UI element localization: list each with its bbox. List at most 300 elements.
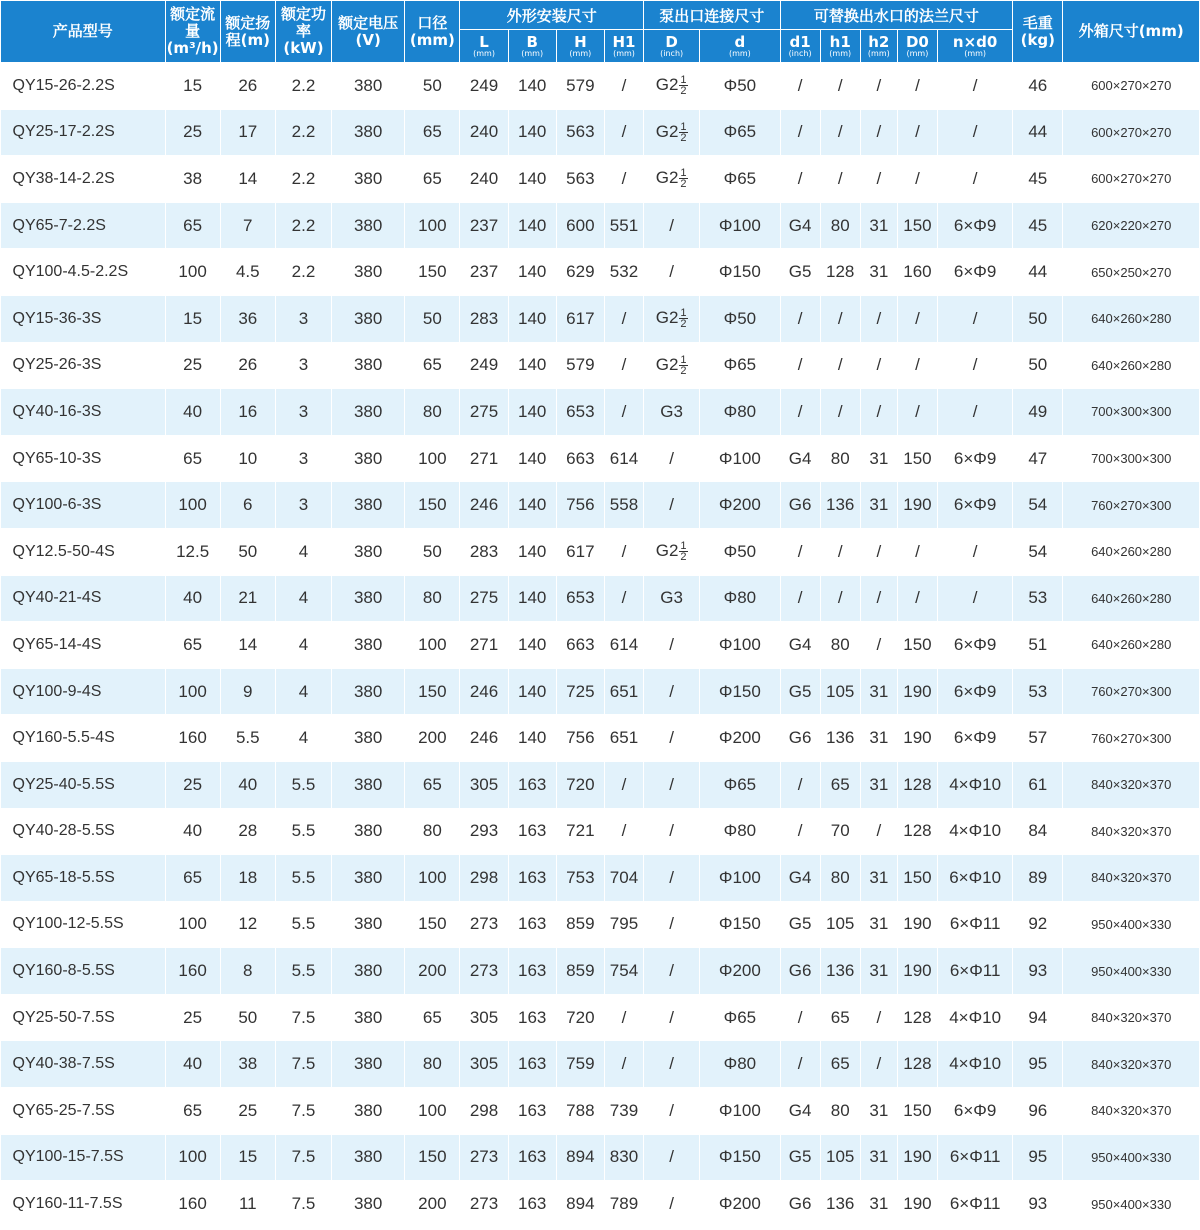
- cell-h2: 31: [860, 249, 897, 296]
- cell-box: 760×270×300: [1063, 668, 1200, 715]
- cell-H: 753: [556, 855, 604, 902]
- cell-weight: 50: [1013, 295, 1063, 342]
- header-D0: [897, 30, 937, 63]
- cell-box: 700×300×300: [1063, 389, 1200, 436]
- thread-fraction: [679, 308, 687, 329]
- cell-d: Φ65: [700, 342, 780, 389]
- cell-h1: 80: [820, 435, 860, 482]
- cell-D: /: [644, 249, 700, 296]
- cell-d: Φ100: [700, 855, 780, 902]
- table-row: [1, 1134, 1200, 1181]
- cell-B: 163: [508, 808, 556, 855]
- cell-h1: 136: [820, 948, 860, 995]
- cell-model: QY65-25-7.5S: [1, 1088, 166, 1135]
- header-L: [460, 30, 508, 63]
- cell-H: 563: [556, 156, 604, 203]
- cell-model: QY160-5.5-4S: [1, 715, 166, 762]
- cell-D0: 128: [897, 1041, 937, 1088]
- cell-H: 720: [556, 761, 604, 808]
- cell-L: 305: [460, 994, 508, 1041]
- cell-L: 249: [460, 63, 508, 110]
- cell-H1: /: [604, 808, 643, 855]
- cell-weight: 45: [1013, 202, 1063, 249]
- cell-D0: 150: [897, 622, 937, 669]
- header-H-unit: (mm): [569, 48, 592, 58]
- cell-B: 163: [508, 948, 556, 995]
- cell-voltage: 380: [332, 1088, 405, 1135]
- cell-d1: /: [780, 994, 820, 1041]
- cell-caliber: 80: [405, 389, 460, 436]
- cell-B: 163: [508, 901, 556, 948]
- cell-power: 5.5: [275, 761, 331, 808]
- cell-d: Φ200: [700, 948, 780, 995]
- cell-D: /: [644, 901, 700, 948]
- cell-power: 7.5: [275, 1088, 331, 1135]
- cell-head: 11: [220, 1181, 275, 1228]
- cell-caliber: 150: [405, 249, 460, 296]
- cell-voltage: 380: [332, 901, 405, 948]
- cell-caliber: 150: [405, 668, 460, 715]
- cell-nd0: 6×Φ9: [938, 1088, 1013, 1135]
- cell-d: Φ100: [700, 202, 780, 249]
- cell-L: 240: [460, 109, 508, 156]
- header-B-label: B: [526, 32, 538, 51]
- cell-h2: 31: [860, 202, 897, 249]
- header-D-unit: (inch): [660, 48, 684, 58]
- cell-B: 140: [508, 389, 556, 436]
- cell-D: /: [644, 668, 700, 715]
- cell-voltage: 380: [332, 202, 405, 249]
- cell-D0: 190: [897, 668, 937, 715]
- cell-d1: /: [780, 342, 820, 389]
- cell-H1: 754: [604, 948, 643, 995]
- cell-nd0: 6×Φ9: [938, 202, 1013, 249]
- cell-weight: 95: [1013, 1134, 1063, 1181]
- thread-fraction: [679, 122, 687, 143]
- cell-power: 3: [275, 342, 331, 389]
- cell-H1: 789: [604, 1181, 643, 1228]
- cell-D: [644, 295, 700, 342]
- cell-H1: /: [604, 63, 643, 110]
- cell-D0: /: [897, 63, 937, 110]
- cell-head: 9: [220, 668, 275, 715]
- cell-power: 7.5: [275, 1181, 331, 1228]
- fraction-denominator: 2: [680, 364, 687, 377]
- cell-d1: /: [780, 156, 820, 203]
- thread-fraction: [679, 355, 687, 376]
- cell-caliber: 50: [405, 528, 460, 575]
- cell-caliber: 100: [405, 1088, 460, 1135]
- cell-h2: 31: [860, 1134, 897, 1181]
- fraction-numerator: 1: [680, 74, 687, 87]
- cell-H1: 558: [604, 482, 643, 529]
- cell-D: /: [644, 1088, 700, 1135]
- header-B-unit: (mm): [521, 48, 544, 58]
- cell-model: QY65-14-4S: [1, 622, 166, 669]
- cell-D: /: [644, 761, 700, 808]
- cell-box: 640×260×280: [1063, 622, 1200, 669]
- cell-h1: /: [820, 575, 860, 622]
- cell-model: QY100-15-7.5S: [1, 1134, 166, 1181]
- cell-L: 275: [460, 389, 508, 436]
- cell-box: 950×400×330: [1063, 1181, 1200, 1228]
- header-power: 额定功率(kW): [275, 1, 331, 63]
- header-B: [508, 30, 556, 63]
- cell-D0: 160: [897, 249, 937, 296]
- cell-h2: 31: [860, 901, 897, 948]
- cell-D: [644, 63, 700, 110]
- cell-weight: 54: [1013, 528, 1063, 575]
- cell-H1: 830: [604, 1134, 643, 1181]
- cell-D: /: [644, 855, 700, 902]
- cell-box: 840×320×370: [1063, 855, 1200, 902]
- cell-voltage: 380: [332, 808, 405, 855]
- cell-caliber: 200: [405, 1181, 460, 1228]
- cell-voltage: 380: [332, 109, 405, 156]
- cell-H: 600: [556, 202, 604, 249]
- cell-B: 140: [508, 202, 556, 249]
- cell-nd0: /: [938, 109, 1013, 156]
- cell-head: 4.5: [220, 249, 275, 296]
- cell-head: 16: [220, 389, 275, 436]
- cell-D0: /: [897, 389, 937, 436]
- cell-box: 950×400×330: [1063, 1134, 1200, 1181]
- cell-model: QY100-9-4S: [1, 668, 166, 715]
- cell-voltage: 380: [332, 63, 405, 110]
- cell-L: 249: [460, 342, 508, 389]
- cell-d: Φ150: [700, 1134, 780, 1181]
- cell-B: 140: [508, 156, 556, 203]
- cell-B: 140: [508, 715, 556, 762]
- header-outlet-group: 泵出口连接尺寸: [644, 1, 780, 30]
- cell-L: 273: [460, 901, 508, 948]
- cell-flow: 15: [165, 63, 220, 110]
- cell-box: 840×320×370: [1063, 808, 1200, 855]
- header-flange-group: 可替换出水口的法兰尺寸: [780, 1, 1013, 30]
- cell-L: 283: [460, 295, 508, 342]
- cell-h1: /: [820, 156, 860, 203]
- cell-flow: 160: [165, 715, 220, 762]
- cell-H: 721: [556, 808, 604, 855]
- cell-weight: 61: [1013, 761, 1063, 808]
- cell-B: 140: [508, 109, 556, 156]
- cell-D: /: [644, 994, 700, 1041]
- cell-h2: 31: [860, 435, 897, 482]
- cell-head: 25: [220, 1088, 275, 1135]
- cell-D: [644, 109, 700, 156]
- cell-D: [644, 156, 700, 203]
- cell-box: 640×260×280: [1063, 575, 1200, 622]
- cell-caliber: 65: [405, 994, 460, 1041]
- header-D: [644, 30, 700, 63]
- cell-H1: 651: [604, 715, 643, 762]
- cell-caliber: 80: [405, 575, 460, 622]
- cell-weight: 53: [1013, 575, 1063, 622]
- table-row: [1, 1181, 1200, 1228]
- cell-model: QY15-36-3S: [1, 295, 166, 342]
- cell-H1: 532: [604, 249, 643, 296]
- cell-D0: 190: [897, 715, 937, 762]
- cell-weight: 95: [1013, 1041, 1063, 1088]
- cell-model: QY40-28-5.5S: [1, 808, 166, 855]
- cell-nd0: 6×Φ11: [938, 901, 1013, 948]
- cell-flow: 12.5: [165, 528, 220, 575]
- header-d-label: d: [734, 32, 746, 51]
- header-nd0-label: n×d0: [952, 32, 998, 51]
- header-d1: [780, 30, 820, 63]
- cell-voltage: 380: [332, 948, 405, 995]
- cell-B: 163: [508, 994, 556, 1041]
- cell-L: 298: [460, 1088, 508, 1135]
- cell-D: /: [644, 622, 700, 669]
- cell-weight: 89: [1013, 855, 1063, 902]
- cell-power: 2.2: [275, 202, 331, 249]
- cell-H1: 651: [604, 668, 643, 715]
- cell-H: 859: [556, 948, 604, 995]
- cell-h1: 80: [820, 855, 860, 902]
- cell-h2: /: [860, 1041, 897, 1088]
- cell-model: QY100-12-5.5S: [1, 901, 166, 948]
- outlet-thread-size: G2: [655, 354, 679, 374]
- cell-box: 600×270×270: [1063, 156, 1200, 203]
- cell-d1: /: [780, 575, 820, 622]
- cell-power: 2.2: [275, 156, 331, 203]
- cell-H1: /: [604, 575, 643, 622]
- cell-h1: 65: [820, 1041, 860, 1088]
- cell-voltage: 380: [332, 435, 405, 482]
- cell-h1: /: [820, 109, 860, 156]
- header-h1-unit: (mm): [829, 48, 852, 58]
- cell-H: 653: [556, 389, 604, 436]
- header-d: [700, 30, 780, 63]
- cell-caliber: 200: [405, 948, 460, 995]
- cell-caliber: 150: [405, 482, 460, 529]
- cell-B: 140: [508, 435, 556, 482]
- cell-H: 720: [556, 994, 604, 1041]
- cell-h2: /: [860, 622, 897, 669]
- cell-H: 629: [556, 249, 604, 296]
- cell-box: 840×320×370: [1063, 1041, 1200, 1088]
- cell-flow: 100: [165, 668, 220, 715]
- cell-h2: 31: [860, 948, 897, 995]
- cell-H1: /: [604, 994, 643, 1041]
- cell-h2: /: [860, 109, 897, 156]
- cell-d: Φ200: [700, 1181, 780, 1228]
- cell-head: 17: [220, 109, 275, 156]
- cell-h1: 136: [820, 715, 860, 762]
- cell-d1: G4: [780, 622, 820, 669]
- cell-h2: /: [860, 63, 897, 110]
- cell-h1: 136: [820, 482, 860, 529]
- header-caliber: 口径(mm): [405, 1, 460, 63]
- table-row: [1, 622, 1200, 669]
- cell-weight: 44: [1013, 109, 1063, 156]
- cell-model: QY40-38-7.5S: [1, 1041, 166, 1088]
- cell-model: QY100-4.5-2.2S: [1, 249, 166, 296]
- cell-D: /: [644, 948, 700, 995]
- cell-power: 3: [275, 295, 331, 342]
- cell-power: 3: [275, 435, 331, 482]
- header-L-label: L: [479, 32, 489, 51]
- cell-d: Φ100: [700, 1088, 780, 1135]
- cell-nd0: 4×Φ10: [938, 994, 1013, 1041]
- cell-B: 140: [508, 622, 556, 669]
- cell-D0: 190: [897, 482, 937, 529]
- fraction-denominator: 2: [680, 318, 687, 331]
- cell-B: 140: [508, 63, 556, 110]
- cell-flow: 100: [165, 249, 220, 296]
- cell-weight: 44: [1013, 249, 1063, 296]
- cell-D0: /: [897, 109, 937, 156]
- table-body: [1, 63, 1200, 1228]
- cell-L: 305: [460, 761, 508, 808]
- cell-d1: G4: [780, 435, 820, 482]
- fraction-numerator: 1: [680, 120, 687, 133]
- cell-caliber: 50: [405, 295, 460, 342]
- cell-B: 140: [508, 575, 556, 622]
- header-d1-label: d1: [789, 32, 811, 51]
- header-H1-label: H1: [612, 32, 636, 51]
- table-row: [1, 482, 1200, 529]
- cell-model: QY160-11-7.5S: [1, 1181, 166, 1228]
- cell-model: QY100-6-3S: [1, 482, 166, 529]
- header-model: 产品型号: [1, 1, 166, 63]
- cell-d: Φ150: [700, 249, 780, 296]
- cell-head: 28: [220, 808, 275, 855]
- cell-D: /: [644, 1041, 700, 1088]
- cell-H: 579: [556, 63, 604, 110]
- cell-H1: /: [604, 1041, 643, 1088]
- cell-nd0: 6×Φ9: [938, 435, 1013, 482]
- cell-head: 5.5: [220, 715, 275, 762]
- cell-H1: /: [604, 156, 643, 203]
- cell-box: 600×270×270: [1063, 63, 1200, 110]
- cell-nd0: 6×Φ10: [938, 855, 1013, 902]
- header-nd0: [938, 30, 1013, 63]
- header-H-label: H: [574, 32, 587, 51]
- fraction-denominator: 2: [680, 178, 687, 191]
- cell-weight: 49: [1013, 389, 1063, 436]
- cell-nd0: 6×Φ11: [938, 948, 1013, 995]
- cell-caliber: 100: [405, 622, 460, 669]
- cell-h1: 136: [820, 1181, 860, 1228]
- cell-voltage: 380: [332, 295, 405, 342]
- table-row: [1, 435, 1200, 482]
- cell-flow: 25: [165, 994, 220, 1041]
- cell-caliber: 150: [405, 901, 460, 948]
- cell-box: 600×270×270: [1063, 109, 1200, 156]
- cell-H1: /: [604, 295, 643, 342]
- cell-h1: /: [820, 295, 860, 342]
- cell-h1: /: [820, 389, 860, 436]
- cell-voltage: 380: [332, 994, 405, 1041]
- cell-B: 140: [508, 249, 556, 296]
- cell-L: 246: [460, 482, 508, 529]
- outlet-thread-size: G2: [655, 541, 679, 561]
- cell-D: /: [644, 435, 700, 482]
- table-row: [1, 295, 1200, 342]
- table-row: [1, 389, 1200, 436]
- cell-D0: /: [897, 295, 937, 342]
- cell-D: /: [644, 1134, 700, 1181]
- cell-power: 5.5: [275, 901, 331, 948]
- cell-flow: 38: [165, 156, 220, 203]
- cell-voltage: 380: [332, 715, 405, 762]
- cell-flow: 160: [165, 1181, 220, 1228]
- cell-power: 2.2: [275, 63, 331, 110]
- thread-fraction: [679, 75, 687, 96]
- cell-head: 36: [220, 295, 275, 342]
- cell-D: [644, 528, 700, 575]
- header-h2: [860, 30, 897, 63]
- cell-model: QY25-26-3S: [1, 342, 166, 389]
- cell-H: 579: [556, 342, 604, 389]
- cell-power: 7.5: [275, 1041, 331, 1088]
- cell-H: 859: [556, 901, 604, 948]
- cell-head: 7: [220, 202, 275, 249]
- table-row: [1, 948, 1200, 995]
- cell-H: 617: [556, 528, 604, 575]
- cell-nd0: 4×Φ10: [938, 1041, 1013, 1088]
- cell-B: 163: [508, 855, 556, 902]
- header-H1-unit: (mm): [613, 48, 635, 58]
- table-row: [1, 855, 1200, 902]
- cell-d1: G6: [780, 482, 820, 529]
- cell-voltage: 380: [332, 249, 405, 296]
- cell-L: 271: [460, 622, 508, 669]
- cell-h2: 31: [860, 668, 897, 715]
- cell-D0: 128: [897, 761, 937, 808]
- cell-D0: 190: [897, 1181, 937, 1228]
- header-D0-unit: (mm): [906, 48, 929, 58]
- cell-B: 140: [508, 528, 556, 575]
- cell-nd0: /: [938, 528, 1013, 575]
- cell-weight: 93: [1013, 948, 1063, 995]
- cell-flow: 65: [165, 1088, 220, 1135]
- fraction-denominator: 2: [680, 131, 687, 144]
- cell-D: /: [644, 482, 700, 529]
- cell-d1: G6: [780, 948, 820, 995]
- cell-D: [644, 342, 700, 389]
- cell-box: 840×320×370: [1063, 1088, 1200, 1135]
- header-h1-label: h1: [829, 32, 851, 51]
- cell-h1: /: [820, 342, 860, 389]
- cell-h1: 65: [820, 994, 860, 1041]
- cell-L: 237: [460, 249, 508, 296]
- header-d1-unit: (inch): [788, 48, 812, 58]
- cell-voltage: 380: [332, 622, 405, 669]
- cell-d: Φ50: [700, 528, 780, 575]
- cell-h2: /: [860, 808, 897, 855]
- cell-d: Φ65: [700, 994, 780, 1041]
- cell-head: 26: [220, 342, 275, 389]
- cell-model: QY40-21-4S: [1, 575, 166, 622]
- cell-d: Φ200: [700, 715, 780, 762]
- cell-power: 4: [275, 528, 331, 575]
- cell-L: 305: [460, 1041, 508, 1088]
- cell-model: QY38-14-2.2S: [1, 156, 166, 203]
- cell-head: 10: [220, 435, 275, 482]
- cell-d1: G4: [780, 1088, 820, 1135]
- cell-d: Φ150: [700, 668, 780, 715]
- cell-head: 50: [220, 994, 275, 1041]
- cell-h2: /: [860, 156, 897, 203]
- fraction-denominator: 2: [680, 85, 687, 98]
- cell-voltage: 380: [332, 1134, 405, 1181]
- cell-h1: 80: [820, 1088, 860, 1135]
- cell-h2: 31: [860, 855, 897, 902]
- cell-caliber: 150: [405, 1134, 460, 1181]
